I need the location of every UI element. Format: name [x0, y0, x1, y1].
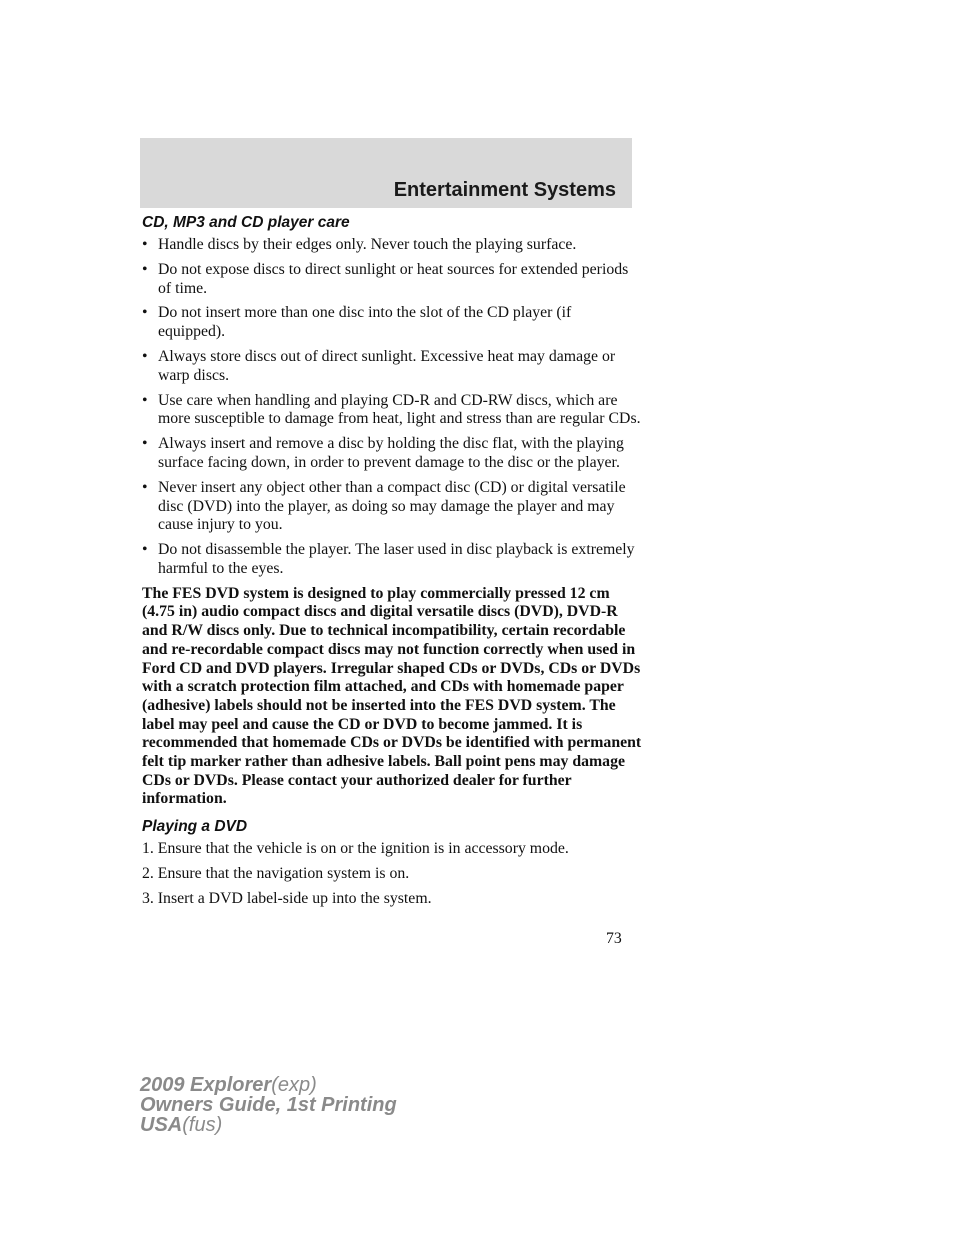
footer-line-edition: Owners Guide, 1st Printing [140, 1094, 397, 1116]
bullet-icon: • [142, 260, 148, 278]
list-item: • Do not insert more than one disc into the slot of the CD player (if equipped). [142, 304, 572, 341]
step-item: 2. Ensure that the navigation system is on. [142, 864, 410, 882]
list-item: • Always store discs out of direct sunlight. Excessive heat may damage or warp discs. [142, 347, 616, 384]
cd-care-list [142, 236, 642, 579]
list-item: • Use care when handling and playing CD-R and CD-RW discs, which are more susceptible to damage from heat, light and stress than are regular CDs. [142, 391, 641, 428]
bullet-icon: • [142, 541, 148, 559]
bullet-icon: • [142, 478, 148, 496]
bullet-icon: • [142, 435, 148, 453]
cd-care-heading: CD, MP3 and CD player care [142, 214, 350, 231]
list-item: • Never insert any object other than a compact disc (CD) or digital versatile disc (DVD) into the player, as doing so may damage the player and may cause injury to you. [142, 478, 626, 534]
bullet-icon: • [142, 347, 148, 365]
footer-line-model: 2009 Explorer(exp) [140, 1074, 317, 1096]
section-title: Entertainment Systems [393, 179, 616, 201]
list-item: • Do not expose discs to direct sunlight or heat sources for extended periods of time. [142, 260, 629, 297]
print-footer [140, 1075, 397, 1135]
step-item: 3. Insert a DVD label-side up into the system. [142, 889, 432, 907]
page-number: 73 [606, 930, 622, 947]
footer-line-market: USA(fus) [140, 1114, 223, 1136]
page-content [142, 213, 642, 915]
list-item: • Always insert and remove a disc by holding the disc flat, with the playing surface facing down, in order to prevent damage to the disc or the player. [142, 435, 624, 471]
bullet-icon: • [142, 304, 148, 322]
disc-compatibility-notice: The FES DVD system is designed to play commercially pressed 12 cm (4.75 in) audio compact discs and digital versatile discs (DVD), DVD-R and R/W discs only. Due to technical incompatibility, certain recordable and re-recordable compact discs may not function correctly when used in Ford CD and DVD players. Irregular shaped CDs or DVDs, CDs or DVDs with a scratch protection film attached, and CDs with homemade paper (adhesive) labels should not be inserted into the FES DVD system. The label may peel and cause the CD or DVD to become jammed. It is recommended that homemade CDs or DVDs be identified with permanent felt tip marker rather than adhesive labels. Ball point pens may damage CDs or DVDs. Please contact your authorized dealer for further information. [142, 584, 642, 808]
bullet-icon: • [142, 236, 148, 253]
step-item: 1. Ensure that the vehicle is on or the ignition is in accessory mode. [142, 840, 569, 858]
list-item: • Handle discs by their edges only. Never touch the playing surface. [142, 236, 577, 253]
section-header-band [140, 138, 632, 208]
playing-dvd-heading: Playing a DVD [142, 818, 248, 836]
list-item: • Do not disassemble the player. The laser used in disc playback is extremely harmful to the eyes. [142, 541, 635, 577]
bullet-icon: • [142, 391, 148, 409]
playing-dvd-steps [142, 840, 642, 908]
